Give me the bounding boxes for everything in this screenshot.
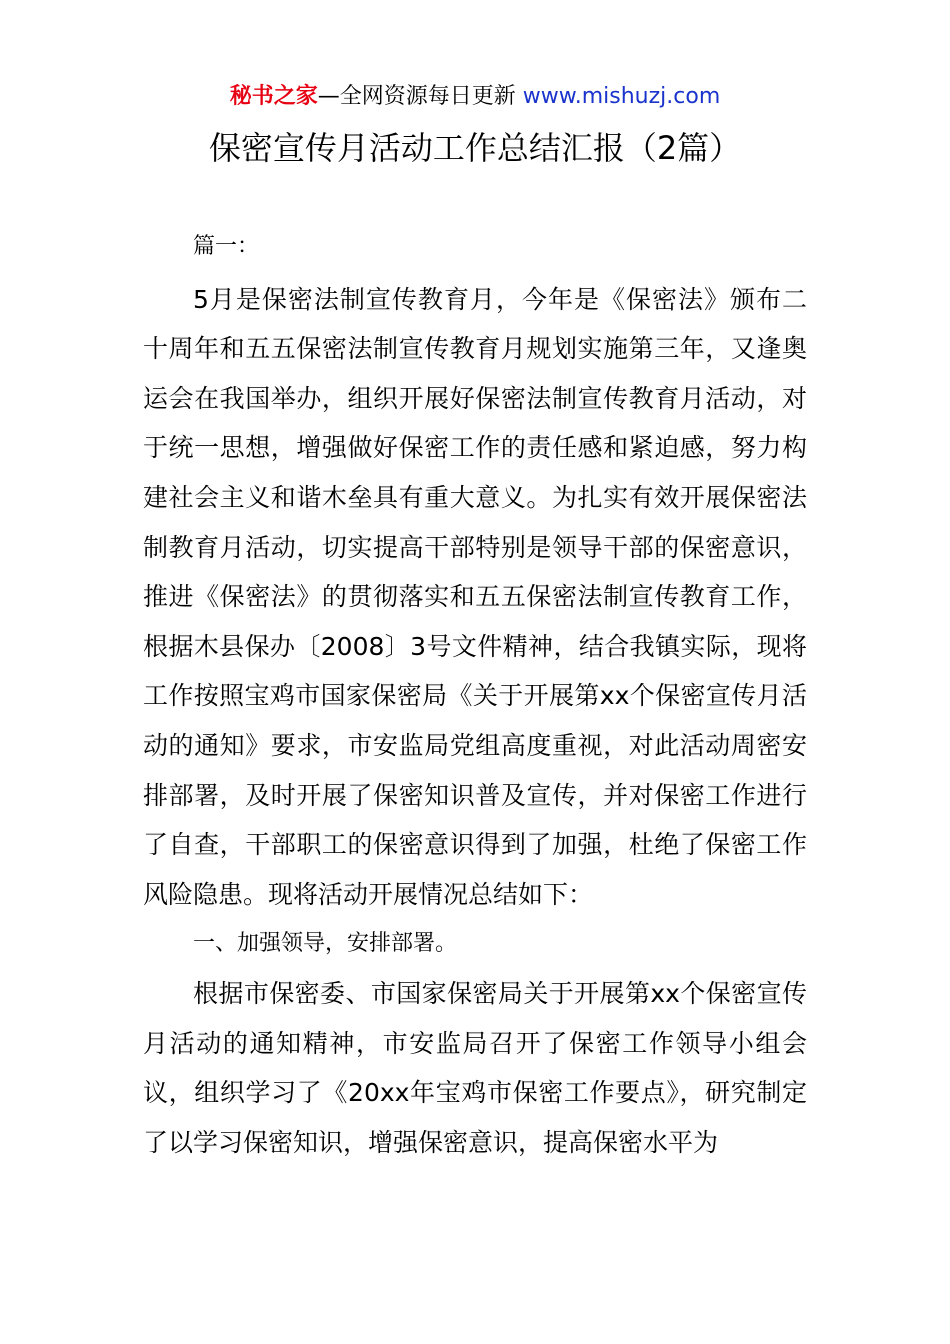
site-tagline: —全网资源每日更新 (317, 84, 523, 109)
site-url[interactable]: www.mishuzj.com (522, 84, 721, 109)
site-banner (0, 80, 950, 114)
section-label: 篇一： (193, 234, 260, 259)
document-title: 保密宣传月活动工作总结汇报（2篇） (208, 129, 742, 167)
site-name: 秘书之家 (229, 84, 318, 109)
document-body (143, 222, 807, 1167)
body-paragraph: 根据市保密委、市国家保密局关于开展第xx个保密宣传月活动的通知精神，市安监局召开了保密工作领导小组会议，组织学习了《20xx年宝鸡市保密工作要点》，研究制定了以学习保密知识，增强保密意识，提高保密水平为 (143, 978, 807, 1157)
section-heading: 一、加强领导，安排部署。 (193, 931, 458, 957)
body-paragraph: 5月是保密法制宣传教育月，今年是《保密法》颁布二十周年和五五保密法制宣传教育月规划实施第三年，又逢奥运会在我国举办，组织开展好保密法制宣传教育月活动，对于统一思想，增强做好保密工作的责任感和紧迫感，努力构建社会主义和谐木垒具有重大意义。为扎实有效开展保密法制教育月活动，切实提高干部特别是领导干部的保密意识，推进《保密法》的贯彻落实和五五保密法制宣传教育工作，根据木县保办〔2008〕3号文件精神，结合我镇实际，现将工作按照宝鸡市国家保密局《关于开展第xx个保密宣传月活动的通知》要求，市安监局党组高度重视，对此活动周密安排部署，及时开展了保密知识普及宣传，并对保密工作进行了自查，干部职工的保密意识得到了加强，杜绝了保密工作风险隐患。现将活动开展情况总结如下： (143, 284, 807, 909)
